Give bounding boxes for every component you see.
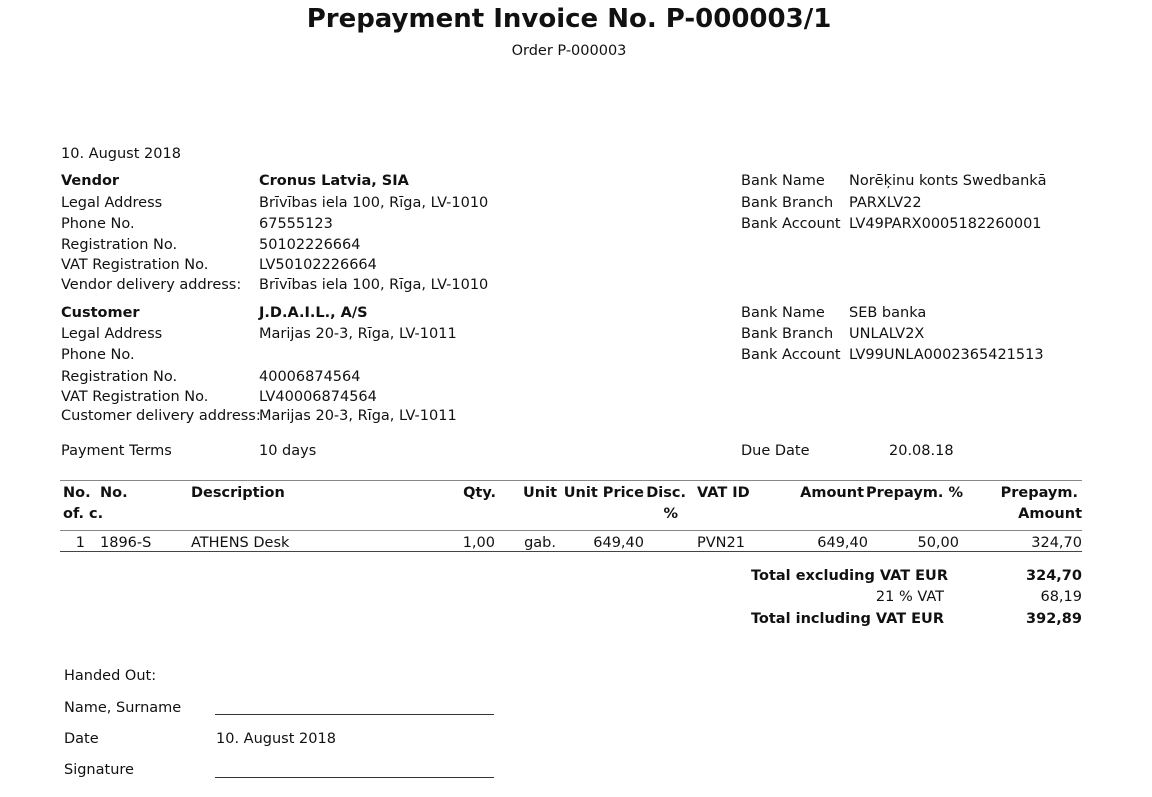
col-description: Description <box>191 485 285 501</box>
order-number: Order P-000003 <box>511 43 627 59</box>
row-line-no: 1 <box>75 535 85 551</box>
col-unit-price: Unit Price <box>563 485 644 501</box>
vendor-delivery-label: Vendor delivery address: <box>61 277 242 293</box>
handover-date-label: Date <box>64 731 99 747</box>
customer-vat-label: VAT Registration No. <box>61 389 209 405</box>
invoice-title: Prepayment Invoice No. P-000003/1 <box>306 4 832 34</box>
total-excl-vat-value: 324,70 <box>1026 568 1082 584</box>
payment-terms-label: Payment Terms <box>61 443 172 459</box>
vendor-vat-value: LV50102226664 <box>259 257 377 273</box>
due-date-label: Due Date <box>741 443 810 459</box>
customer-bank-account-label: Bank Account <box>741 347 841 363</box>
total-excl-vat-label: Total excluding VAT EUR <box>751 568 948 584</box>
vendor-bank-branch-label: Bank Branch <box>741 195 834 211</box>
customer-name: J.D.A.I.L., A/S <box>259 305 368 321</box>
customer-legal-address-label: Legal Address <box>61 326 163 342</box>
customer-legal-address-value: Marijas 20-3, Rīga, LV-1011 <box>259 326 457 342</box>
table-top-rule <box>60 480 1082 481</box>
vendor-name: Cronus Latvia, SIA <box>259 173 409 189</box>
customer-bank-name-label: Bank Name <box>741 305 825 321</box>
vendor-bank-name-value: Norēķinu konts Swedbankā <box>849 173 1047 189</box>
due-date-value: 20.08.18 <box>889 443 954 459</box>
col-amount: Amount <box>800 485 864 501</box>
row-description: ATHENS Desk <box>191 535 290 551</box>
vendor-delivery-value: Brīvības iela 100, Rīga, LV-1010 <box>259 277 489 293</box>
payment-terms-value: 10 days <box>259 443 317 459</box>
vendor-phone-value: 67555123 <box>259 216 333 232</box>
vendor-legal-address-value: Brīvības iela 100, Rīga, LV-1010 <box>259 195 489 211</box>
vat-label: 21 % VAT <box>875 589 944 605</box>
col-no-of-c-line1: No. <box>63 485 91 501</box>
vendor-bank-account-label: Bank Account <box>741 216 841 232</box>
vat-value: 68,19 <box>1040 589 1082 605</box>
row-vat-id: PVN21 <box>697 535 745 551</box>
col-unit: Unit <box>523 485 557 501</box>
vendor-legal-address-label: Legal Address <box>61 195 163 211</box>
col-prepaym-pct: Prepaym. % <box>866 485 963 501</box>
col-prepaym-amount-line2: Amount <box>1018 506 1082 522</box>
total-incl-vat-label: Total including VAT EUR <box>750 611 944 627</box>
invoice-date: 10. August 2018 <box>61 146 181 162</box>
vendor-bank-name-label: Bank Name <box>741 173 825 189</box>
col-vat-id: VAT ID <box>697 485 750 501</box>
col-no: No. <box>100 485 128 501</box>
total-incl-vat-value: 392,89 <box>1026 611 1082 627</box>
customer-bank-account-value: LV99UNLA0002365421513 <box>849 347 1044 363</box>
handed-out-label: Handed Out: <box>64 668 157 684</box>
col-disc-line1: Disc. <box>646 485 686 501</box>
name-surname-line <box>215 714 494 715</box>
vendor-bank-account-value: LV49PARX0005182260001 <box>849 216 1042 232</box>
customer-bank-branch-label: Bank Branch <box>741 326 834 342</box>
row-prepaym-amount: 324,70 <box>1031 535 1082 551</box>
handover-date-value: 10. August 2018 <box>216 731 336 747</box>
customer-registration-label: Registration No. <box>61 369 178 385</box>
vendor-registration-label: Registration No. <box>61 237 178 253</box>
vendor-phone-label: Phone No. <box>61 216 135 232</box>
customer-label: Customer <box>61 305 140 321</box>
customer-vat-value: LV40006874564 <box>259 389 377 405</box>
col-qty: Qty. <box>463 485 496 501</box>
vendor-label: Vendor <box>61 173 120 189</box>
customer-bank-name-value: SEB banka <box>849 305 927 321</box>
col-prepaym-amount-line1: Prepaym. <box>1000 485 1078 501</box>
vendor-registration-value: 50102226664 <box>259 237 361 253</box>
customer-delivery-value: Marijas 20-3, Rīga, LV-1011 <box>259 408 457 424</box>
vendor-vat-label: VAT Registration No. <box>61 257 209 273</box>
table-header-rule <box>60 530 1082 531</box>
signature-label: Signature <box>64 762 134 778</box>
row-item-no: 1896-S <box>100 535 152 551</box>
col-no-of-c-line2: of. c. <box>63 506 104 522</box>
vendor-bank-branch-value: PARXLV22 <box>849 195 922 211</box>
customer-phone-label: Phone No. <box>61 347 135 363</box>
row-qty: 1,00 <box>462 535 495 551</box>
name-surname-label: Name, Surname <box>64 700 182 716</box>
row-amount: 649,40 <box>817 535 868 551</box>
signature-line <box>215 777 494 778</box>
row-unit-price: 649,40 <box>593 535 644 551</box>
customer-delivery-label: Customer delivery address: <box>61 408 261 424</box>
row-prepaym-pct: 50,00 <box>917 535 959 551</box>
customer-bank-branch-value: UNLALV2X <box>849 326 925 342</box>
customer-registration-value: 40006874564 <box>259 369 361 385</box>
col-disc-line2: % <box>663 506 678 522</box>
row-unit: gab. <box>524 535 556 551</box>
table-bottom-rule <box>60 551 1082 552</box>
